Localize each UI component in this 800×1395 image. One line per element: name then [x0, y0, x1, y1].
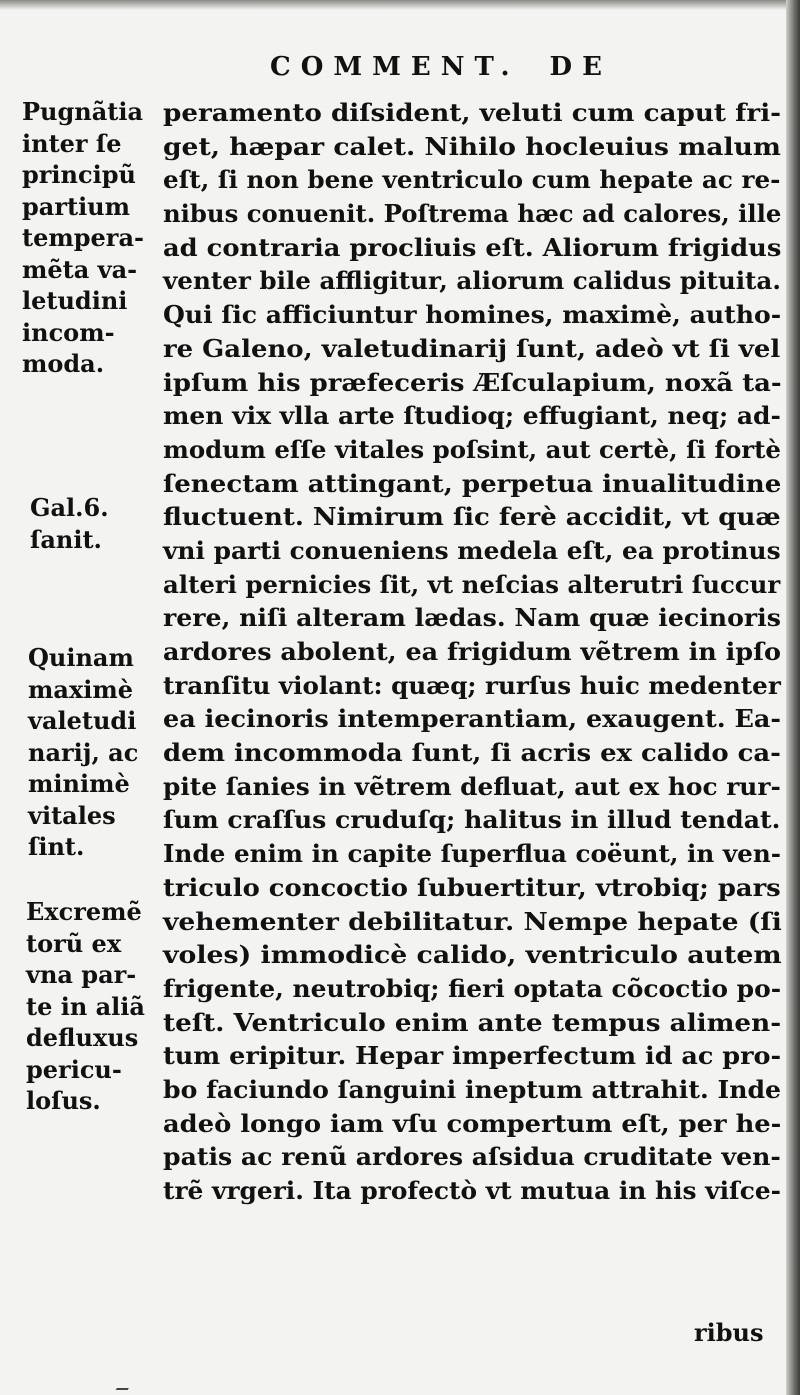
- margin-note-2: [30, 492, 109, 555]
- note-line: letudini: [22, 286, 128, 315]
- text-line: ad contraria procliuis eſt. Aliorum frigidus: [163, 232, 782, 262]
- note-line: vna par-: [26, 960, 137, 989]
- text-line: trẽ vrgeri. Ita profectò vt mutua in his viſce-: [163, 1176, 781, 1205]
- note-line: torũ ex: [26, 928, 122, 958]
- header-right: DE: [549, 52, 612, 82]
- text-line: get, hæpar calet. Nihilo hocleuius malum: [163, 131, 781, 161]
- note-line: Pugnãtia: [22, 97, 144, 126]
- text-line: Qui ſic afficiuntur homines, maximè, autho-: [163, 300, 782, 330]
- top-shadow: [0, 0, 800, 10]
- note-line: vitales: [28, 800, 116, 830]
- text-line: ſenectam attingant, perpetua inualitudine: [163, 468, 782, 498]
- text-line: men vix vlla arte ſtudioq; effugiant, neq; ad-: [163, 401, 781, 431]
- text-line: alteri pernicies ſit, vt neſcias alterutri ſuccur: [163, 569, 781, 599]
- text-line: frigente, neutrobiq; fieri optata cõcoctio po-: [163, 973, 782, 1003]
- note-line: loſus.: [26, 1086, 101, 1115]
- text-line: modum eſſe vitales poſsint, aut certè, ſi fortè: [163, 434, 781, 464]
- text-line: rere, niſi alteram lædas. Nam quæ iecinoris: [163, 603, 781, 633]
- note-line: ſanit.: [30, 524, 102, 554]
- text-line: tranſitu violant: quæq; rurſus huic medenter: [163, 670, 781, 700]
- note-line: valetudi: [28, 706, 137, 735]
- margin-note-4: [26, 896, 145, 1117]
- main-text-block: [163, 96, 783, 1208]
- note-line: te in aliã: [26, 991, 145, 1021]
- note-line: tempera-: [22, 223, 144, 252]
- text-line: dem incommoda ſunt, ſi acris ex calido ca-: [163, 738, 781, 768]
- margin-note-3: [28, 642, 138, 863]
- text-line: bo faciundo ſanguini ineptum attrahit. Inde: [163, 1074, 782, 1104]
- text-line: adeò longo iam vſu compertum eſt, per he-: [163, 1108, 782, 1138]
- text-line: Inde enim in capite ſuperflua coëunt, in ven-: [163, 839, 782, 869]
- text-line: pite ſanies in vẽtrem defluat, aut ex hoc rur-: [163, 771, 781, 801]
- text-line: ipſum his præfeceris Æſculapium, noxã ta-: [163, 367, 782, 397]
- text-line: nibus conuenit. Poſtrema hæc ad calores, ille: [163, 199, 782, 229]
- note-line: Gal.6.: [30, 493, 109, 522]
- note-line: partium: [22, 191, 131, 221]
- text-line: ſum craſſus cruduſq; halitus in illud tendat.: [163, 805, 781, 835]
- note-line: moda.: [22, 349, 105, 378]
- note-line: principũ: [22, 160, 136, 189]
- text-line: eſt, ſi non bene ventriculo cum hepate ac re-: [163, 165, 781, 195]
- running-header: [270, 52, 612, 82]
- note-line: inter ſe: [22, 128, 122, 158]
- text-line: patis ac renũ ardores aſsidua cruditate ven-: [163, 1142, 781, 1172]
- margin-note-1: [22, 96, 144, 380]
- text-line: teſt. Ventriculo enim ante tempus alimen-: [163, 1007, 782, 1037]
- text-line: peramento diſsident, veluti cum caput fri-: [163, 98, 782, 127]
- note-line: minimè: [28, 769, 130, 798]
- corner-mark: [116, 1382, 133, 1390]
- catchword: ribus: [694, 1318, 764, 1347]
- note-line: incom-: [22, 317, 115, 347]
- note-line: defluxus: [26, 1023, 139, 1052]
- text-line: fluctuent. Nimirum ſic ferè accidit, vt quæ: [163, 502, 781, 532]
- text-line: vni parti conueniens medela eſt, ea protinus: [163, 535, 781, 565]
- text-line: ea iecinoris intemperantiam, exaugent. Ea-: [163, 704, 782, 734]
- note-line: ſint.: [28, 832, 85, 861]
- text-line: ardores abolent, ea frigidum vẽtrem in ipſo: [163, 637, 781, 666]
- note-line: Quinam: [28, 643, 134, 672]
- header-left: COMMENT.: [270, 52, 520, 82]
- text-line: venter bile affligitur, aliorum calidus pituita.: [163, 266, 781, 296]
- note-line: pericu-: [26, 1054, 122, 1084]
- text-line: vehementer debilitatur. Nempe hepate (ſi: [163, 906, 782, 936]
- text-line: re Galeno, valetudinarij ſunt, adeò vt ſi vel: [163, 333, 781, 363]
- note-line: Excremẽ: [26, 897, 142, 926]
- text-line: triculo concoctio ſubuertitur, vtrobiq; pars: [163, 872, 781, 902]
- text-line: tum eripitur. Hepar imperfectum id ac pro-: [163, 1041, 782, 1071]
- note-line: maximè: [28, 674, 134, 704]
- text-line: voles) immodicè calido, ventriculo autem: [163, 940, 782, 970]
- note-line: mẽta va-: [22, 254, 138, 284]
- note-line: narij, ac: [28, 737, 139, 767]
